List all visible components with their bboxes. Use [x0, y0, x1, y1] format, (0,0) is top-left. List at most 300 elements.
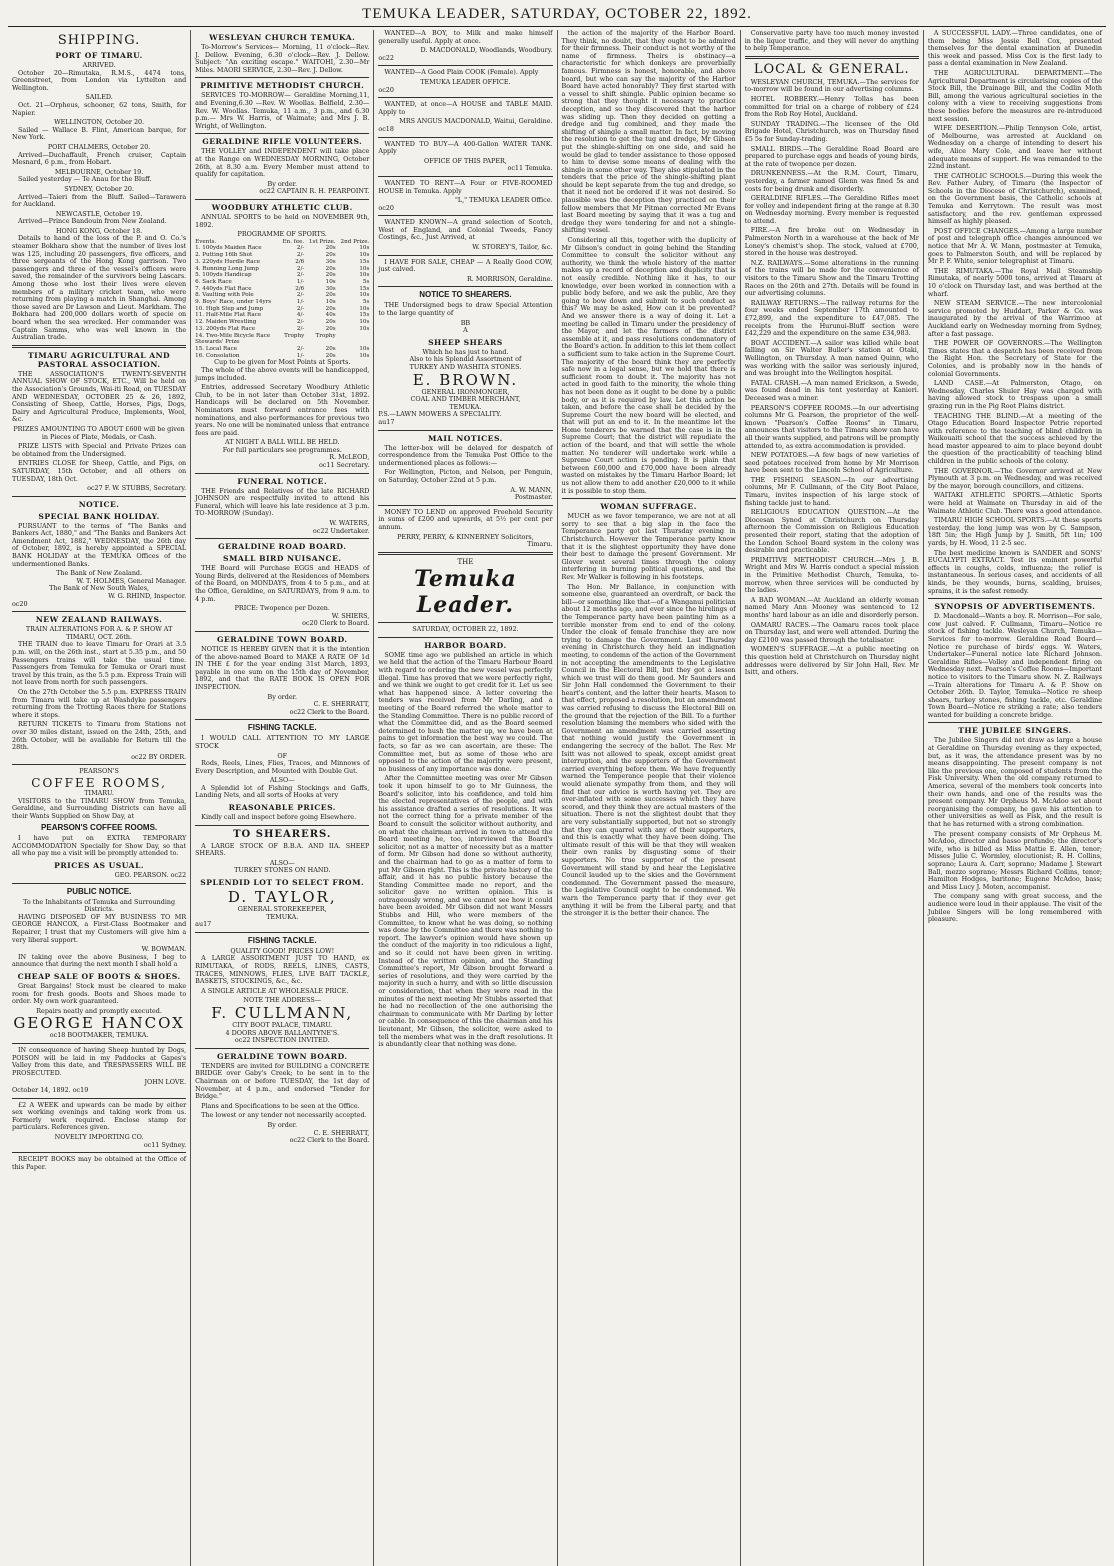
local-general-heading: LOCAL & GENERAL.	[753, 61, 910, 77]
agri-prizes: PRIZES AMOUNTING TO ABOUT £600 will be given in Pieces of Plate, Medals, or Cash.	[13, 424, 185, 441]
local-news-list-continued	[928, 30, 1102, 515]
novelty-signature: NOVELTY IMPORTING CO.	[54, 1132, 144, 1141]
sports-table-row	[195, 266, 369, 273]
brown-subtitle-2: COAL AND TIMBER MERCHANT,	[410, 395, 521, 404]
mail-body: The letter-box will be delayed for despatch of correspondence from the Temuka Post Office to the undermentioned places as follows:—	[378, 443, 553, 467]
to-shearers-body: A LARGE STOCK OF B.B.A. AND IIA. SHEEP SHEARS.	[195, 841, 370, 858]
harbour-paragraph-4: Considering all this, together with the duplicity of Mr Gibson's conduct in going behind the Standing Committee to consult the solicitor without any authority, we think the whole history of the matter makes up a record of deception and duplicity that is not easily credible. Nothing like it has, to our knowledge, ever been worked in connection with a public body before, and we ask the public, Are they going to bow down and submit to such conduct as this? We may be asked, How can it be prevented? And we answer there is a way of doing it. Let a meeting be called in Timaru under the presidency of the Mayor, and let the farmers of the district assemble at it, and pass resolutions condemnatory of the Board's action. In addition to this let them collect a sufficient sum to take action in the Supreme Court. The majority of the board think they are perfectly safe now in a legal sense, but we hold that there is sufficient room to doubt it. The majority has not acted in good faith to the minority, the whole thing has not been done as it ought to be done by a public body, or as it is required by law. Let this action be taken, and before the case shall be decided by the Supreme Court the new board will be elected, and that will put an end to it. In the meantime let the Home tenderers be warned that the case is in the Supreme Court; that the district will repudiate the action of the board, and that will settle the whole matter. No tenderer will undertake work while a Supreme Court action is pending. It is plain that between £60,000 and £70,000 have been already wasted on mistakes by the Timaru Harbor Board; let us not allow them to add another £20,000 to it while it is possible to stop them.	[561, 236, 736, 495]
local-news-item: WOMEN'S SUFFRAGE.—At a public meeting on this question held at Christchurch on Thursday night addresses were delivered by Sir John Hall, Rev. Mr Isitt, and others.	[744, 645, 919, 677]
local-news-item: DRUNKENNESS.—At the R.M. Court, Timaru, yesterday, a farmer named Glenn was fined 5s and costs for being drunk and disorderly.	[744, 169, 919, 193]
wesleyan-heading: WESLEYAN CHURCH TEMUKA.	[209, 33, 356, 42]
holiday-bank-1: The Bank of New Zealand.	[56, 569, 143, 578]
sports-table-cell: 10s	[359, 325, 370, 332]
local-news-item: THE RIMUTAKA.—The Royal Mail Steamship Rimutaka, of nearly 5000 tons, arrived at Timaru at 10 o'clock on Thursday last, and was berthed at the wharf.	[927, 266, 1103, 298]
town2-code: oc22 Clerk to the Board.	[289, 1136, 370, 1145]
agri-prize-lists: PRIZE LISTS with Special and Private Prizes can be obtained from the Undersigned.	[12, 442, 187, 458]
brown-subtitle: GENERAL IRONMONGER,	[421, 387, 510, 396]
mail-signature: A. W. MANN,	[510, 485, 553, 494]
sports-table-cell: 1. 100yds Maiden Race	[195, 245, 262, 252]
sports-table-cell: 10s	[359, 272, 370, 279]
rifle-body: THE VOLLEY and INDEPENDENT will take place at the Range on WEDNESDAY MORNING, October 26th, at 8.30 a.m. Every Member must attend to qualify for capitation.	[195, 147, 370, 179]
sports-table-cell: 10s	[359, 319, 370, 326]
sports-table-cell: 2/-	[296, 272, 305, 279]
agri-body: THE ASSOCIATION'S TWENTY-SEVENTH ANNUAL SHOW OF STOCK, ETC., Will be held on the Association's Grounds, Wai-iti Road, on TUESDAY AND WEDNESDAY, OCTOBER 25 & 26, 1892, Consisting of Sheep, Cattle, Horses, Pigs, Dogs, Dairy and Agricultural Produce, Implements, Wool, &c.	[12, 369, 187, 424]
local-news-item: THE CATHOLIC SCHOOLS.—During this week the Rev. Father Aubry, of Timaru (the Inspector of Schools in the Diocese of Christchurch), examined, on the Government basis, the Catholic schools at Temuka and Kerrytown. The result was most satisfactory, and the rev. gentleman expressed himself as highly pleased.	[927, 171, 1103, 226]
sports-header-cell: En. fee.	[282, 238, 305, 245]
local-news-list	[745, 79, 919, 677]
splendid-lot: SPLENDID LOT TO SELECT FROM.	[200, 878, 365, 888]
sports-table-cell: 2/6	[295, 258, 305, 265]
dateline-newcastle: NEWCASTLE, October 19.	[55, 209, 143, 218]
pearson-body: VISITORS to the TIMARU SHOW from Temuka, Geraldine, and Surrounding Districts can have all their Wants Supplied on Show Day, at	[12, 796, 187, 820]
wanted-cook: WANTED—A Good Plain COOK (Female). Apply	[384, 68, 539, 77]
sports-table-cell: 2/-	[296, 252, 305, 259]
fishing2-body: A LARGE ASSORTMENT JUST TO HAND, ex RIMUTAKA, of RODS, REELS, LINES, CASTS, TRACES, MINNOWS, FLIES, LIVE BAIT TACKLE, BASKETS, STOCKINGS, &c., &c.	[195, 954, 370, 986]
divider	[378, 255, 552, 256]
sailed-entry: Oct. 21—Orpheus, schooner, 62 tons, Smith, for Napier.	[12, 100, 187, 117]
railways-signature: oc22 BY ORDER.	[131, 752, 187, 761]
for-sale-ad: I HAVE FOR SALE, CHEAP — A Really Good COW, just calved.	[378, 257, 553, 274]
athletic-particulars: For full particulars see programmes.	[222, 445, 342, 454]
athletic-ball: AT NIGHT A BALL WILL BE HELD.	[224, 438, 340, 447]
hongkong-text: Details to hand of the loss of the P. and O. Co.'s steamer Bokhara show that the number of lives lost was 125, including 20 passengers, five officers, and three sergeants of the Hong Kong garrison. Two passengers and three of the vessel's officers were saved, the remainder of the survivors being Lascars. Among those who lost their lives were eleven members of a military cricket team, who were returning from playing a match in Shanghai. Among those saved are Dr Lawson and Lieut. Markham. The Bokhara had 200,000 dollars worth of specie on board when the sea wrecked. Her commander was Captain Samms, who was well known in the Australian trade.	[12, 234, 187, 342]
sports-table-cell: 20s	[325, 292, 336, 299]
fishing-body-3: A Splendid lot of Fishing Stockings and Gaffs, Landing Nets, and all sorts of Hooks at very	[195, 783, 370, 800]
divider	[928, 598, 1102, 599]
high-school-sports: TIMARU HIGH SCHOOL SPORTS.—At these sports yesterday, the long jump was won by C. Sampson, 18ft 5in; the High Jump by J. Smith, 5ft 1in; 100 yards, by H. Wood, 11 2-5 sec.	[927, 516, 1103, 547]
nuisance-heading: SMALL BIRD NUISANCE.	[222, 554, 342, 564]
local-news-item: RAILWAY RETURNS.—The railway returns for the four weeks ended September 17th amounted to £72,899, and the expenditure to £47,085. The receipts from the Hurunui-Bluff section were £42,229 and the expenditure on the same £34,983.	[744, 298, 919, 338]
sports-table-cell: 14. Two-Mile Bicycle Race	[195, 332, 271, 339]
sports-table-cell	[304, 339, 335, 346]
novelty-ad: £2 A WEEK and upwards can be made by either sex working evenings and taking work from us. Formerly work required. Enclose stamp for particulars. References given.	[12, 1100, 187, 1132]
sports-table-cell: 5s	[362, 278, 370, 285]
brown-place: TEMUKA.	[449, 402, 482, 411]
local-news-item: PRIMITIVE METHODIST CHURCH.—Mrs J. B. Wright and Mrs W. Harris conduct a special mission in the Primitive Methodist Church, Temuka, to-morrow, when three services will be conducted by the ladies.	[744, 555, 919, 595]
sports-table-cell: 16. Consolation	[195, 352, 240, 359]
athletic-heading: WOODBURY ATHLETIC CLUB.	[211, 202, 353, 212]
wanted-maid-signature: MRS ANGUS MACDONALD, Waitui, Geraldine.	[399, 117, 553, 126]
pearson-body-2: I have put on EXTRA TEMPORARY ACCOMMODATION Specially for Show Day, so that all who pay me a visit will be promptly attended to.	[12, 834, 187, 858]
sports-table-cell: 1/-	[296, 299, 305, 306]
sports-table-cell: 20s	[325, 325, 336, 332]
local-news-item: WIFE DESERTION.—Philip Tennyson Cole, artist, of Melbourne, was arrested at Auckland on Wednesday on a charge of intending to desert his wife, Alice Mary Cole, and leave her without adequate means of support. He was remanded to the 22nd instant.	[927, 124, 1103, 171]
pearson-bold: PEARSON'S COFFEE ROOMS.	[41, 823, 158, 833]
to-shearers-stones: TURKEY STONES ON HAND.	[234, 866, 331, 875]
sports-table-cell: 10s	[359, 352, 370, 359]
taylor-place: TEMUKA.	[266, 912, 299, 921]
hancox-name: GEORGE HANCOX	[13, 1014, 185, 1033]
pearson-signature: GEO. PEARSON. oc22	[114, 871, 187, 880]
holiday-heading: SPECIAL BANK HOLIDAY.	[38, 511, 160, 521]
wanted-known-signature: W. STOREY'S, Tailor, &c.	[472, 243, 553, 252]
local-news-item: PEARSON'S COFFEE ROOMS.—In our advertising columns Mr G. Pearson, the proprietor of the well-known "Pearson's Coffee Rooms" in Timaru, announces that visitors to the Timaru show can have all their wants supplied, and patrons will be promptly attended to, as extra accommodation is provided.	[744, 403, 919, 450]
fishing2-note: NOTE THE ADDRESS—	[243, 996, 322, 1005]
sports-table-row	[195, 292, 369, 299]
agri-heading: TIMARU AGRICULTURAL AND PASTORAL ASSOCIATION.	[28, 350, 171, 369]
harbour-heading: HARBOR BOARD.	[424, 640, 507, 650]
wanted-house-code: oc20	[378, 203, 394, 212]
town2-body-3: The lowest or any tender not necessarily accepted.	[201, 1111, 367, 1120]
cullmann-subtitle: CITY BOOT PALACE, TIMARU.	[232, 1020, 333, 1029]
sports-table-cell: 10s	[359, 345, 370, 352]
sports-table-cell: 10s	[359, 245, 370, 252]
public-notice-signature: W. BOWMAN.	[141, 945, 187, 954]
athletic-code: oc11 Secretary.	[318, 461, 370, 470]
synopsis-body: D. Macdonald—Wants a boy. R. Morrison—For sale, cow just calved. F. Cullmann, Timaru—Notice re stock of fishing tackle. Wesleyan Church, Temuka—Services for to-morrow. Geraldine Road Board—Notice re purchase of birds' eggs. W. Waters, Undertaker—Funeral notice late Richard Johnson. Geraldine Rifles—Volley and independent firing on Wednesday next. Pearson's Coffee Rooms—Important notice to visitors to the Timaru show. N. Z. Railways—Train alterations for Timaru A. & P. Show on October 26th. D. Taylor, Temuka—Notice re sheep shears, turkey stones, fishing tackle, etc. Geraldine Town Board—Notice re striking a rate; also tenders wanted for building a concrete bridge.	[927, 612, 1103, 719]
wanted-known: WANTED KNOWN—A grand selection of Scotch, West of England, and Colonial Tweeds, Fancy Costings, &c., Just Arrived, at	[378, 218, 553, 242]
wanted-tank-code: oc11 Temuka.	[507, 164, 553, 173]
town2-body: TENDERS are invited for BUILDING a CONCRETE BRIDGE over Gaby's Creek; to be sent in to the Chairman on or before TUESDAY, the 1st day of November, at 4 p.m., and endorsed "Tender for Bridge."	[195, 1061, 370, 1101]
dateline-melbourne: MELBOURNE, October 19.	[54, 167, 144, 176]
fishing2-body-2: A SINGLE ARTICLE AT WHOLESALE PRICE.	[201, 986, 349, 995]
divider	[12, 345, 186, 348]
nameplate	[378, 559, 552, 619]
fishing-also: ALSO—	[269, 776, 295, 785]
fishing-prices: REASONABLE PRICES.	[228, 803, 336, 813]
port-heading: PORT OF TIMARU.	[55, 51, 143, 60]
sports-table-cell: Trophy	[284, 332, 305, 339]
sports-table-row	[195, 279, 369, 286]
for-sale-signature: R. MORRISON, Geraldine.	[466, 274, 553, 283]
local-news-item: THE POWER OF GOVERNORS.—The Wellington Times states that a despatch has been received from the Right Hon. the Secretary of State for the Colonies, and is probably now in the hands of colonial Governments.	[927, 339, 1103, 378]
wanted-cook-code: oc20	[378, 85, 394, 94]
column-5	[741, 30, 924, 1566]
novelty-code: oc11 Sydney.	[143, 1140, 187, 1149]
column-4	[558, 30, 741, 1566]
athletic-body-2: The whole of the above events will be handicapped, jumps included.	[195, 365, 370, 382]
sports-table-row	[195, 286, 369, 293]
nuisance-body: THE Board will Purchase EGGS and HEADS of Young Birds, delivered at the Residences of Members of the Board, on MONDAYS, from 4 to 5 p.m., and at the Office, Geraldine, on SATURDAYS, from 9 a.m. to 4 p.m.	[195, 564, 370, 603]
divider	[378, 215, 552, 216]
sports-table-row	[195, 326, 369, 333]
local-news-item: A BAD WOMAN.—At Auckland an elderly woman named Mary Ann Mooney was sentenced to 12 months' hard labour as an idle and disorderly person.	[744, 595, 919, 619]
divider	[195, 631, 369, 632]
local-news-item: WESLEYAN CHURCH, TEMUKA.—The services for to-morrow will be found in our advertising columns.	[744, 77, 919, 94]
fishing-body-4: Kindly call and inspect before going Elsewhere.	[201, 813, 357, 822]
sports-table-cell: 13. 200yds Flat Race	[195, 325, 256, 332]
railways-body-2: On the 27th October the 5.5 p.m. EXPRESS TRAIN from Timaru will take up at Washdyke passengers returning from the Trotting Races there for Stations where it stops.	[12, 687, 187, 719]
town-board-heading: GERALDINE TOWN BOARD.	[216, 634, 348, 644]
local-news-item: HOTEL ROBBERY.—Henry Tollas has been committed for trial on a charge of robbery of £24 from the Rob Roy Hotel, Auckland.	[744, 94, 919, 119]
fishing2-subheading: QUALITY GOOD! PRICES LOW!	[230, 946, 335, 955]
sports-table-row	[195, 245, 369, 252]
sports-table-cell: 2/6	[295, 285, 305, 292]
local-news-item: THE GOVERNOR.—The Governor arrived at New Plymouth at 3 p.m. on Wednesday, and was received by the mayor, borough councillors, and citizens.	[927, 466, 1103, 490]
shearers-bb: BB	[460, 318, 471, 327]
sports-table-row	[195, 259, 369, 266]
sports-table-cell: 15s	[359, 285, 370, 292]
railways-body-3: RETURN TICKETS to Timaru from Stations not over 30 miles distant, issued on the 24th, 25th, and 26th October, will be available for Return till the 28th.	[12, 720, 187, 752]
chalmers-text: Arrived—Duchaffault, French cruiser, Captain Mesnard, 6 p.m., from Hobart.	[12, 150, 187, 167]
local-news-item: A SUCCESSFUL LADY.—Three candidates, one of them being Miss Jessie Bell Cox, presented themselves for the dental examination at Dunedin this week and passed. Miss Cox is the first lady to pass a dental examination in New Zealand.	[927, 30, 1103, 68]
sports-table-cell: 10. High Step and Jump	[195, 305, 264, 312]
divider	[378, 505, 552, 506]
sports-table-header	[195, 239, 369, 246]
holiday-bank-2: The Bank of New South Wales,	[49, 584, 150, 593]
taylor-subtitle: GENERAL STOREKEEPER,	[237, 905, 327, 914]
sports-table-cell: 2/-	[296, 292, 305, 299]
nuisance-price: PRICE: Twopence per Dozen.	[234, 604, 330, 613]
divider	[378, 430, 552, 431]
sports-table-cell: 15s	[359, 258, 370, 265]
nameplate-the: THE	[457, 557, 474, 566]
town-board-body: NOTICE IS HEREBY GIVEN that it is the intention of the above-named Board to MAKE A RATE OF 1d IN THE £ for the year ending 31st March, 1893, payable in one sum on the 15th day of November, 1892, and that the RATE BOOK IS OPEN FOR INSPECTION.	[195, 644, 370, 691]
sports-table-cell: 7. 440yds Flat Race	[195, 285, 252, 292]
divider	[195, 473, 369, 474]
sports-table-cell: 20s	[325, 319, 336, 326]
divider	[378, 97, 552, 98]
divider	[195, 719, 369, 720]
nameplate-title: Temuka Leader.	[414, 566, 517, 619]
shearers-body-3: Also to his Splendid Assortment of	[409, 355, 522, 364]
funeral-heading: FUNERAL NOTICE.	[237, 476, 328, 486]
synopsis-heading: SYNOPSIS OF ADVERTISEMENTS.	[934, 602, 1096, 612]
sports-table-row	[195, 319, 369, 326]
public-notice-body-3: Great Bargains! Stock must be cleared to make room for fresh goods. Boots and Shoes made to order. My own work guaranteed.	[12, 982, 187, 1006]
sports-table-cell: 20s	[325, 345, 336, 352]
sports-table-cell: 4. Running Long Jump	[195, 265, 259, 272]
local-news-item: POST OFFICE CHANGES.—Among a large number of post and telegraph office changes announced we notice that Mr A. W. Mann, postmaster at Temuka, goes to Palmerston South, and will be replaced by Mr P. F. White, senior telegraphist at Timaru.	[927, 226, 1103, 266]
sports-header-cell: 1st Prize.	[308, 238, 336, 245]
shearers-stones: TURKEY AND WASHITA STONES.	[409, 363, 522, 371]
wanted-cook-signature: TEMUKA LEADER OFFICE.	[420, 77, 511, 86]
divider	[745, 56, 919, 59]
money-to-lend: MONEY TO LEND on approved Freehold Security in sums of £200 and upwards, at 5½ per cent per annum.	[378, 507, 553, 531]
mail-heading: MAIL NOTICES.	[428, 433, 503, 443]
poison-date: October 14, 1892. oc19	[12, 1085, 89, 1094]
funeral-body: THE Friends and Relatives of the late RICHARD JOHNSON are respectfully invited to attend his Funeral, which will leave his late residence at 3 p.m. TO-MORROW (Sunday).	[195, 486, 370, 518]
local-news-item: LAND CASE.—At Palmerston, Otago, on Wednesday, Charles Shuler Hay was charged with having allowed stock to trespass upon a small grazing run in the Pig Root Plains district.	[927, 379, 1103, 410]
divider	[12, 764, 186, 765]
suffrage-paragraph-2: The Hon. Mr Ballance, in conjunction with someone else, guaranteed an overdraft, or back the bill—or something like that—of a Wanganui politician about 12 months ago, and ever since the hirelings of the Temperance party have been painting him as a terrible monster from end to end of the colony. Under the cloak of female franchise they are now trying to damage the Government. Last Thursday evening in Christchurch they held an indignation meeting, to condemn of the action of the Government in not accepting the amendments to the Legislative Council in the Electoral Bill, but they got a lesson which we trust will do them good. Mr Saunders and Sir John Hall condemned the Government to their heart's content, and the latter their hearts. Mason to that effect, proposed a resolution, but an amendment was carried refusing to discuss the Electoral Bill on the ground that the rejection of the Bill. To a further resolution blaming the members who sided with the Government an amendment was carried asserting that nothing would justify the Government in endangering the secrecy of the ballot. The Rev. Mr Isitt was not allowed to speak, except amidst great interruption, and the supporters of the Government carried everything before them. We have frequently warned the Temperance people that their violence would alienate sympathy from them, and they will find that our advice is worth having yet. They are over-inflated with some successes which they have scored, and they think they are actual masters of the situation. There is not the slightest doubt that they are very substantially supported, but not so strongly that they can quarrel with any of their supporters, and this is exactly what they have been doing. The ultimate result of this will be that they will weaken their own ranks by disgusting some of their supporters. No true supporter of the present Government will stand by and hear the Legislative Council lauded up to the skies and the Government condemned. The Government passed the measure, the Legislative Council ought to be condemned. We warn the Temperance party that if they ever get anything it will be from the Liberal party, and that the stronger it is the better their chance. The	[561, 582, 736, 918]
local-news-item: TEACHING THE BLIND.—At a meeting of the Otago Education Board Inspector Petrie reported with reference to the teaching of blind children in Waikouaiti school that the success achieved by the head master appeared to aim to place beyond doubt the question of the practicability of teaching blind children in the public schools of the colony.	[927, 411, 1103, 466]
divider	[195, 77, 369, 78]
wanted-tank: WANTED TO BUY—A 400-Gallon WATER TANK. Apply	[378, 139, 553, 156]
dateline-chalmers: PORT CHALMERS, October 20.	[47, 142, 151, 151]
wesleyan-body: To-Morrow's Services— Morning, 11 o'clock—Rev. J. Dellow. Evening, 6.30 o'clock—Rev. J. Dellow. Subject: "An exciting escape." WAITOHI, 2.30—Mr Miles. MAORI SERVICE, 2.30—Rev. J. Dellow.	[195, 43, 370, 74]
column-2	[191, 30, 374, 1566]
cheap-sale-heading: CHEAP SALE OF BOOTS & SHOES.	[17, 972, 181, 981]
wanted-house-signature: "L," TEMUKA LEADER Office.	[454, 196, 553, 205]
sports-table-cell: 20s	[325, 245, 336, 252]
cullmann-address: 4 DOORS ABOVE BALLANTYNE'S.	[225, 1028, 339, 1037]
town2-body-2: Plans and Specifications to be seen at the Office.	[201, 1101, 360, 1110]
pearson-prices: PRICES AS USUAL.	[54, 861, 145, 871]
divider	[195, 133, 369, 134]
wanted-boy-signature: D. MACDONALD, Woodlands, Woodbury.	[420, 46, 553, 55]
sports-table-cell: 15s	[359, 312, 370, 319]
funeral-code: oc22 Undertaker.	[312, 526, 370, 535]
athletic-cup: Cup to be given for Most Points at Sports.	[214, 358, 351, 367]
rifle-heading: GERALDINE RIFLE VOLUNTEERS.	[202, 137, 363, 147]
mail-code: Postmaster.	[514, 493, 553, 502]
primitive-body: SERVICES TO-MORROW— Geraldine Morning,11, and Evening,6.30 —Rev. W. Woollas. Belfield, 2.30—Rev. W. Woollas. Temuka, 11 a.m., 3 p.m., and 6.30 p.m.— Mrs W. Harris, of Waimate; and Mrs J. B. Wright, of Wellington.	[195, 91, 370, 130]
sports-table-cell: 2/-	[296, 319, 305, 326]
divider	[378, 286, 552, 287]
town2-heading: GERALDINE TOWN BOARD.	[216, 1051, 348, 1061]
agri-signature: oc27 F. W. STUBBS, Secretary.	[87, 484, 187, 493]
sports-table-cell: 20s	[325, 265, 336, 272]
athletic-programme: PROGRAMME OF SPORTS.	[237, 230, 327, 239]
shipping-heading: SHIPPING.	[57, 33, 141, 48]
funeral-signature: W. WATERS,	[329, 519, 370, 528]
public-notice-to: To the Inhabitants of Temuka and Surrounding Districts.	[23, 897, 176, 914]
sports-table-cell: 2/-	[296, 345, 305, 352]
taylor-code: au17	[195, 920, 212, 929]
sports-header-cell: 2nd Prize.	[340, 238, 370, 245]
sports-table-cell: 3. 220yds Hurdle Race	[195, 258, 261, 265]
divider	[378, 637, 552, 638]
notice-to-shearers-heading: NOTICE TO SHEARERS.	[419, 290, 512, 300]
sports-table-cell: 10s	[325, 299, 336, 306]
money-signature: PERRY, PERRY, & KINNERNEY Solicitors,	[397, 532, 534, 541]
sports-table-cell: 15. Local Race	[195, 345, 238, 352]
divider	[378, 137, 552, 138]
sports-table	[195, 239, 369, 360]
sports-table-cell: 10s	[325, 278, 336, 285]
money-place: Timaru.	[527, 540, 553, 549]
local-news-item: NEW STEAM SERVICE.—The new intercolonial service promoted by Huddart, Parker & Co. was inaugurated by the arrival of the Warrimoo at Auckland early on Wednesday morning from Sydney, after a fast passage.	[927, 299, 1103, 338]
poison-signature: JOHN LOVE.	[144, 1078, 187, 1087]
public-notice-body: HAVING DISPOSED OF MY BUSINESS TO MR GEORGE HANCOX, a First-Class Bootmaker and Repairer, I trust that my Customers will give him a very liberal support.	[12, 912, 187, 944]
railways-subheading: TRAIN ALTERATIONS FOR A. & P. SHOW AT TIMARU, OCT. 26th.	[25, 625, 173, 641]
sports-table-row	[195, 272, 369, 279]
town2-order: By order.	[267, 1120, 297, 1129]
wanted-maid-code: oc18	[378, 124, 394, 133]
divider	[12, 1152, 186, 1153]
sports-table-cell: 2/-	[296, 245, 305, 252]
dateline-sydney: SYDNEY, October 20.	[64, 184, 134, 193]
wanted-tank-signature: OFFICE OF THIS PAPER,	[424, 156, 507, 165]
holiday-code: oc20	[12, 599, 28, 608]
receipt-books-ad: RECEIPT BOOKS may be obtained at the Office of this Paper.	[12, 1155, 187, 1171]
arrived-entry: October 20—Rimutaka, R.M.S., 4474 tons, Greenstreet, from London via Lyttelton and Wellington.	[12, 68, 187, 92]
sports-table-cell: 30s	[325, 285, 336, 292]
harbour-paragraph-1: SOME time ago we published an article in which we held that the action of the Timaru Harbour Board with regard to ordering the new vessel was perfectly illegal. Time has proved that we were perfectly right, and we think we ought to get credit for it. Let us see what has happened since. A letter covering the tenders was received from Mr Darling, and a meeting of the Board referred the whole matter to the Standing Committee. There is no public record of what the Committee did, and as the Board seemed determined to hush the matter up, we have been at pains to get information the best way we could. The facts, so far as we can ascertain, are these: The Committee met, but as some of those who are opposed to the action of the majority were present, no business of any importance was done.	[378, 650, 553, 773]
athletic-body: ANNUAL SPORTS to be held on NOVEMBER 9th, 1892.	[195, 212, 370, 229]
sports-table-cell: 2/-	[296, 305, 305, 312]
sports-table-row	[195, 306, 369, 313]
local-news-item: SUNDAY TRADING.—The licensee of the Old Brigade Hotel, Christchurch, was on Thursday fined £5 5s for Sunday-trading.	[744, 119, 919, 143]
sports-table-cell: 10s	[359, 252, 370, 259]
local-news-item: RELIGIOUS EDUCATION QUESTION.—At the Diocesan Synod at Christchurch on Thursday afternoon the Commission on Religious Education presented their report, stating that the adoption of the London School Board system in the colony was desirable and practicable.	[744, 508, 919, 555]
local-news-item: FATAL CRASH.—A man named Erickson, a Swede, was found dead in his tent yesterday at Kanieri. Deceased was a miner.	[744, 378, 919, 402]
divider	[928, 722, 1102, 723]
pearson-name: PEARSON'S	[79, 767, 119, 776]
divider	[195, 538, 369, 539]
brown-code: au17	[378, 417, 395, 426]
jubilee-paragraph-2: The present company consists of Mr Orpheus M. McAdoo, director and basso profundo; the director's wife, who is billed as Miss Mattie E. Allen, tenor; Misses Julie C. Wormley, elocutionist; R. H. Collins, soprano; Laura A. Carr, soprano; Madame J. Stewart Ball, mezzo soprano; Messrs Richard Collins, tenor; Hamilton Hodges, baritone; Eugene McAdoo, bass; and Miss Lucy J. Moten, accompanist.	[927, 829, 1103, 891]
brown-name: E. BROWN.	[412, 370, 519, 389]
divider	[378, 176, 552, 177]
town-board-order: By order.	[267, 692, 297, 701]
suffrage-paragraph-1: MUCH as we favor temperance, we are not at all sorry to see that a big slap in the face the Temperance party got last Thursday evening in Christchurch. However the Temperance party know that it is the slightest opportunity they have done their best to damage the present Government. Mr Glover went several times through the colony interfering in burning political questions, and the Rev. Mr Walker is following in his footsteps.	[561, 512, 736, 581]
melbourne-text: Sailed yesterday — Te Anau for the Bluff.	[18, 175, 152, 184]
shearers-a: A	[463, 326, 468, 335]
sports-table-cell: 2/-	[296, 325, 305, 332]
cullmann-name: F. CULLMANN,	[211, 1003, 354, 1022]
local-news-item: GERALDINE RIFLES.—The Geraldine Rifles meet for volley and independent firing at the range at 8.30 on Wednesday morning. Every member is requested to attend.	[744, 194, 919, 225]
shearers-body-2: Which he has just to hand.	[422, 347, 509, 356]
to-shearers-also: ALSO—	[269, 858, 295, 867]
divider	[378, 552, 552, 555]
notice-heading: NOTICE.	[78, 499, 120, 509]
jubilee-heading: THE JUBILEE SINGERS.	[958, 726, 1072, 736]
suffrage-heading: WOMAN SUFFRAGE.	[600, 502, 697, 512]
sander-ad: The best medicine known is SANDER and SONS' EUCALYPTI EXTRACT. Test its eminent powerful effects in coughs, colds, influenza; the relief is instantaneous. In serious cases, and accidents of all kinds, be they wounds, burns, scalding, bruises, sprains, it is the safest remedy.	[927, 548, 1103, 595]
sports-table-row	[195, 312, 369, 319]
local-news-item: THE AGRICULTURAL DEPARTMENT.—The Agricultural Department is circularising copies of the Stock Bill, the Drainage Bill, and the Codlin Moth Bill, among the various agricultural societies in the colony with a view to receiving suggestions from these bodies before the measures are re-introduced next session.	[927, 68, 1103, 123]
wellington-text: Sailed — Wallace B. Flint, American barque, for New York.	[12, 125, 187, 142]
sports-table-cell: 10s	[359, 292, 370, 299]
town2-signature: C. E. SHERRATT,	[313, 1128, 370, 1137]
sports-table-cell: 1/-	[296, 352, 305, 359]
jubilee-paragraph-3: The company sang with great success, and the audience were loud in their applause. The visit of the Jubilee Singers will be long remembered with pleasure.	[927, 892, 1103, 924]
sports-table-cell: 5. 100yds Handicap	[195, 272, 252, 279]
railways-heading: NEW ZEALAND RAILWAYS.	[35, 615, 163, 625]
town-board-code: oc22 Clerk to the Board.	[289, 707, 370, 716]
fishing-of: OF	[277, 751, 288, 760]
fishing-heading: FISHING TACKLE.	[247, 723, 317, 733]
notice-to-shearers-body: THE Undersigned begs to draw Special Attention to the large quantity of	[378, 301, 553, 318]
harbour-paragraph-3: the action of the majority of the Harbor Board. They think, no doubt, that they ought to be admired for their firmness. Their conduct is not worthy of the name of firmness. Theirs is obstinacy—a characteristic for which donkeys are proverbially famous. Firmness is honest, honorable, and above board, but who can say the majority of the Harbor Board have acted honorably? They first started with a vessel to shift shingle. Public opinion became so strong that they thought it necessary to practice deception, and so they discovered that the harbor was sliding up. Then they decided on getting a dredge and tug combined, and they made the shifting of shingle a small matter. In fact, by moving the resolution to get the tug and dredge, Mr Gibson put the shingle-shifting on one side, and said he would be glad to tender assistance to those opposed to him to devise some means of dealing with the shingle in some other way. They also stipulated in the tenders that the price of the shingle-shifting plant should be kept separate from the tug and dredge, so that it need not be ordered if it was not desired. So plausible was the deception they practiced on their fellow members that Mr Pitman corrected Mr Evans last Board meeting by saying that it was a tug and dredge they were tendering for and not a shingle-shifting vessel.	[561, 30, 736, 235]
sports-table-row	[195, 299, 369, 306]
agri-entries: ENTRIES CLOSE for Sheep, Cattle, and Pigs, on SATURDAY, 15th October, and all others on TUESDAY, 18th Oct.	[12, 459, 187, 483]
newcastle-text: Arrived—Prince Bandouin from New Zealand.	[18, 217, 167, 226]
column-3	[374, 30, 557, 1566]
dateline-wellington: WELLINGTON, October 20.	[54, 118, 145, 127]
sports-table-cell: 4/-	[296, 312, 305, 319]
issue-date: SATURDAY, OCTOBER 22, 1892.	[412, 625, 519, 634]
divider	[378, 65, 552, 66]
fishing2-heading: FISHING TACKLE.	[247, 935, 317, 945]
sydney-text: Arrived—Taieri from the Bluff. Sailed—Tarawera for Auckland.	[12, 192, 187, 209]
divider	[12, 1098, 186, 1099]
holiday-signature-2: W. G. RHIND, Inspector.	[108, 592, 187, 601]
sports-header-cell: Events.	[195, 238, 217, 245]
local-news-item: WAITAKI ATHLETIC SPORTS.—Athletic Sports were held at Waimate on Thursday in aid of the Waimate Athletic Club. There was a good attendance.	[927, 491, 1103, 515]
sports-table-cell: 20s	[325, 352, 336, 359]
sports-table-row	[195, 339, 369, 346]
harbour-paragraph-2: After the Committee meeting was over Mr Gibson took it upon himself to go to Mr Guinness, the Board's solicitor, into his confidence, and told him the elected representatives of the people, and with his assistance drafted a series of resolutions. It was not the correct thing for a private member of the Board to consult the solicitor without authority, and on what the chairman arrived in town to attend the Board meeting he, too, interviewed the Board's solicitor, not as a matter of necessity but as a matter of form. Mr Gibson had done so without authority, and the chairman had to go as a matter of form to put Mr Gibson right. This is the private history of the affair, and it has no public history because the Standing Committee made no report, and the solicitor gave no written opinion. This is outrageously wrong, and we cannot see how it could have been avoided. Mr Gibson did not want Messrs Stubbs and Hill, who were members of the Committee, to know what he was doing, so nothing was done by the Committee and there was nothing to report. The lawyer's opinion would have shown up the conduct of the majority in too ridiculous a light, and so it could not have been given in writing. Instead of the written opinion, and the Standing Committee's report, Mr Gibson brought forward a series of resolutions, and they were carried by the majority in such a hurry, and with so little discussion or consideration, that when they were read in the minutes of the next meeting Mr Stubbs asserted that he had no recollection of the one authorising the chairman to communicate with Mr Darling by letter or cable. In consequence of this the chairman and his lieutenant, Mr Gibson, the solicitor, were asked to tell the members what was in the draft resolutions. It is abundantly clear that nothing was done.	[378, 774, 553, 1049]
sports-table-cell: 1/-	[296, 278, 305, 285]
sports-table-cell: 20s	[325, 252, 336, 259]
divider	[12, 883, 186, 884]
primitive-heading: PRIMITIVE METHODIST CHURCH.	[200, 81, 365, 91]
nuisance-code: oc20 Clerk to Board.	[302, 619, 370, 628]
fishing-body: I WOULD CALL ATTENTION TO MY LARGE STOCK	[195, 734, 370, 750]
jubilee-paragraph-1: The Jubilee Singers did not draw as large a house at Geraldine on Thursday evening as they expected, but, as it was, the attendance present was by no means disappointing. The present company is not like the previous one, composed of students from the Fisk University. When the old company returned to America, several of the members took concerts into their own hands, and one of the results was the present company. Mr Orpheus M. McAdoo set about reorganising the company, he gave his attention to other universities as well as Fisk, and the result is that he has returned with a strong combination.	[927, 736, 1103, 828]
local-news-item: SMALL BIRDS.—The Geraldine Road Board are prepared to purchase eggs and heads of young birds, at the rate of twopence per dozen.	[744, 144, 919, 168]
pearson-cafe-title: COFFEE ROOMS,	[31, 775, 167, 790]
divider	[195, 1048, 369, 1049]
brown-ps: P.S.—LAWN MOWERS A SPECIALITY.	[378, 410, 502, 419]
local-news-item: NEW POTATOES.—A few bags of new varieties of seed potatoes received from home by Mr Morrison have been sent to the Lincoln School of Agriculture.	[744, 451, 919, 475]
divider	[195, 199, 369, 200]
sailed-label: SAILED.	[85, 93, 113, 102]
poison-notice: IN consequence of having Sheep hunted by Dogs, POISON will be laid in my Paddocks at Gapes's Valley from this date, and TRESPASSERS WILL BE PROSECUTED.	[12, 1045, 187, 1077]
arrived-label: ARRIVED.	[82, 61, 116, 69]
shearers-sheep: SHEEP SHEARS	[428, 337, 503, 347]
divider	[12, 1043, 186, 1044]
columns	[8, 30, 1106, 1566]
local-news-item: N.Z. RAILWAYS.—Some alterations in the running of the trains will be made for the convenience of visitors to the Timaru Show and the Timaru Trotting Races on the 26th and 27th. Details will be found in our advertising columns.	[744, 258, 919, 298]
suffrage-paragraph-3: Conservative party have too much money invested in the liquor traffic, and they will never do anything to help Temperance.	[744, 30, 919, 53]
fishing-body-2: Rods, Reels, Lines, Flies, Traces, and Minnows of Every Description, and Mounted with Double Gut.	[195, 759, 370, 775]
sports-table-cell: 8. Vaulting with Pole	[195, 292, 254, 299]
local-news-item: FIRE.—A fire broke out on Wednesday in Palmerston North in a warehouse at the back of Mr Loney's chemist's shop. The stock, valued at £700, stored in the house was destroyed.	[744, 226, 919, 258]
